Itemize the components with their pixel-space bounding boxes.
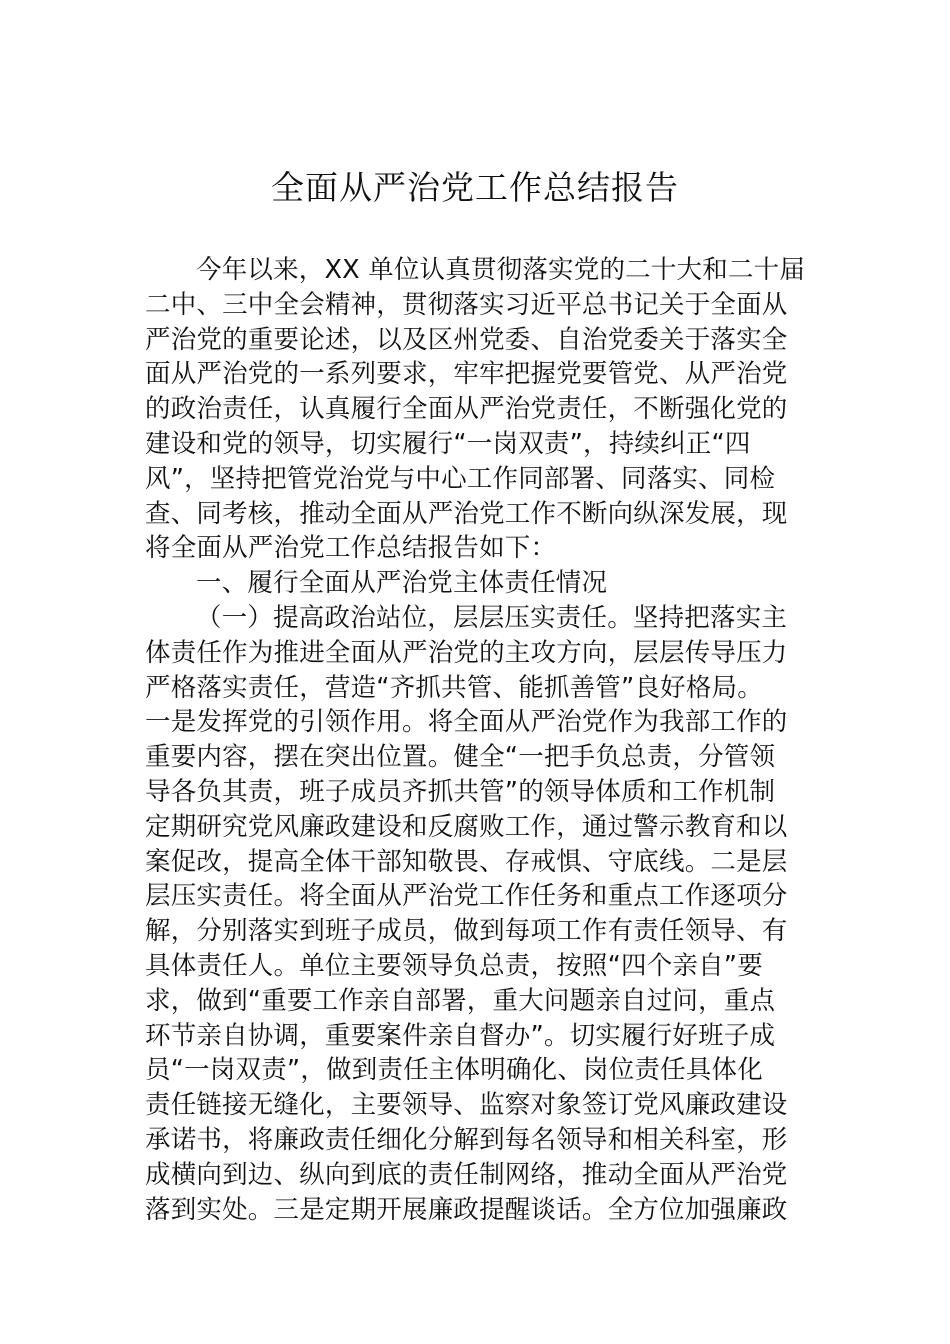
paragraph-line: 严治党的重要论述，以及区州党委、自治党委关于落实全 <box>145 324 788 355</box>
paragraph-line: 具体责任人。单位主要领导负总责，按照“四个亲自”要 <box>145 950 763 981</box>
paragraph-line: 解，分别落实到班子成员，做到每项工作有责任领导、有 <box>145 916 788 947</box>
paragraph-line: 层压实责任。将全面从严治党工作任务和重点工作逐项分 <box>145 881 788 912</box>
paragraph-line: 体责任作为推进全面从严治党的主攻方向，层层传导压力 <box>145 637 788 668</box>
paragraph-line: 严格落实责任，营造“齐抓共管、能抓善管”良好格局。 <box>145 672 763 703</box>
paragraph-line: 二中、三中全会精神，贯彻落实习近平总书记关于全面从 <box>145 289 788 320</box>
paragraph-line: 责任链接无缝化，主要领导、监察对象签订党风廉政建设 <box>145 1090 788 1121</box>
paragraph-line: 落到实处。三是定期开展廉政提醒谈话。全方位加强廉政 <box>145 1194 788 1225</box>
paragraph-line: 的政治责任，认真履行全面从严治党责任，不断强化党的 <box>145 394 788 425</box>
section-heading: 一、履行全面从严治党主体责任情况 <box>196 568 608 599</box>
document-title: 全面从严治党工作总结报告 <box>271 168 679 207</box>
paragraph-line: 导各负其责，班子成员齐抓共管”的领导体质和工作机制 <box>145 776 776 807</box>
paragraph-line: 建设和党的领导，切实履行“一岗双责”，持续纠正“四 <box>145 428 751 459</box>
paragraph-line: 承诺书，将廉政责任细化分解到每名领导和相关科室，形 <box>145 1124 788 1155</box>
paragraph-line: 案促改，提高全体干部知敬畏、存戒惧、守底线。二是层 <box>145 846 788 877</box>
document-body <box>145 253 817 1227</box>
paragraph-line: 风”，坚持把管党治党与中心工作同部署、同落实、同检 <box>145 463 776 494</box>
paragraph-line: 定期研究党风廉政建设和反腐败工作，通过警示教育和以 <box>145 811 788 842</box>
paragraph-line: 今年以来，XX 单位认真贯彻落实党的二十大和二十届 <box>196 255 806 285</box>
paragraph-line: 员“一岗双责”，做到责任主体明确化、岗位责任具体化 <box>145 1055 763 1086</box>
paragraph-line: 将全面从严治党工作总结报告如下： <box>145 533 557 564</box>
paragraph-line: 求，做到“重要工作亲自部署，重大问题亲自过问，重点 <box>145 985 776 1016</box>
subsection-line: （一）提高政治站位，层层压实责任。坚持把落实主 <box>196 602 788 633</box>
paragraph-line: 环节亲自协调，重要案件亲自督办”。切实履行好班子成 <box>145 1020 776 1051</box>
paragraph-line: 面从严治党的一系列要求，牢牢把握党要管党、从严治党 <box>145 359 788 390</box>
paragraph-line: 重要内容，摆在突出位置。健全“一把手负总责，分管领 <box>145 742 776 773</box>
paragraph-line: 查、同考核，推动全面从严治党工作不断向纵深发展，现 <box>145 498 788 529</box>
paragraph-line: 成横向到边、纵向到底的责任制网络，推动全面从严治党 <box>145 1159 788 1190</box>
paragraph-line: 一是发挥党的引领作用。将全面从严治党作为我部工作的 <box>145 707 788 738</box>
